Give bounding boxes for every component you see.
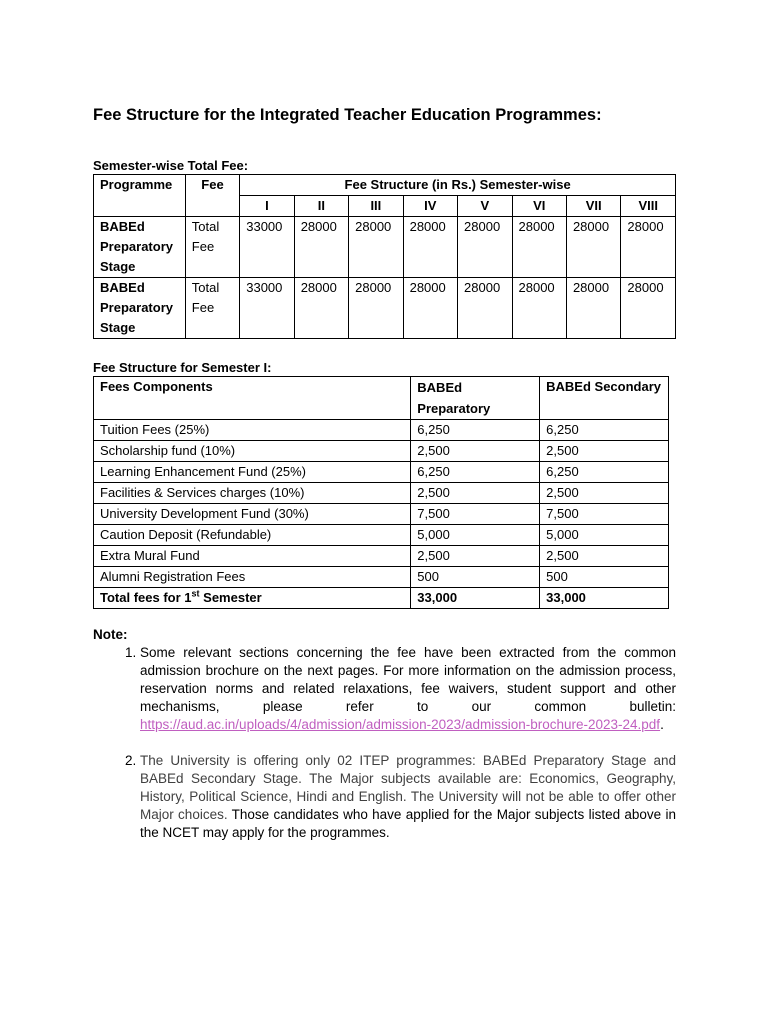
semester-header: VI: [512, 196, 566, 217]
semester-table-caption: Semester-wise Total Fee:: [93, 158, 249, 173]
semester-header: V: [458, 196, 512, 217]
header-semester-span: Fee Structure (in Rs.) Semester-wise: [240, 175, 676, 196]
table-row: [94, 441, 669, 462]
header-prep: BABEd Preparatory: [411, 377, 540, 420]
value-cell: 28000: [621, 217, 676, 278]
semester-header: II: [294, 196, 348, 217]
note2-text: Those candidates who have applied for the Major subjects listed above in the NCET may apply for the programmes.: [140, 807, 676, 840]
prep-value: 2,500: [411, 483, 540, 504]
component-name: Caution Deposit (Refundable): [94, 525, 411, 546]
total-label-prefix: Total fees for 1: [100, 590, 192, 605]
component-name: Facilities & Services charges (10%): [94, 483, 411, 504]
total-label-sup: st: [191, 588, 200, 599]
value-cell: 28000: [349, 278, 403, 339]
header-sec: BABEd Secondary: [540, 377, 669, 420]
table-row: [94, 567, 669, 588]
note-item-1: [140, 644, 676, 734]
total-prep: 33,000: [411, 588, 540, 609]
fee-line: Fee: [191, 300, 215, 315]
programme-line: BABEd: [100, 219, 145, 234]
value-cell: 28000: [458, 278, 512, 339]
component-name: University Development Fund (30%): [94, 504, 411, 525]
value-cell: 28000: [403, 278, 457, 339]
value-cell: 28000: [512, 217, 566, 278]
sec-value: 5,000: [540, 525, 669, 546]
programme-cell: [94, 278, 186, 339]
value-cell: 28000: [458, 217, 512, 278]
component-table-caption: Fee Structure for Semester I:: [93, 360, 272, 375]
fee-line: Total: [191, 219, 220, 234]
prep-value: 500: [411, 567, 540, 588]
value-cell: 33000: [240, 217, 294, 278]
semester-header: VIII: [621, 196, 676, 217]
notes-heading: Note:: [93, 627, 128, 642]
programme-cell: [94, 217, 186, 278]
programme-line: BABEd: [100, 280, 145, 295]
programme-line: Preparatory: [100, 239, 173, 254]
prep-value: 5,000: [411, 525, 540, 546]
value-cell: 28000: [294, 217, 348, 278]
table-row: [94, 483, 669, 504]
programme-line: Preparatory: [100, 300, 173, 315]
sec-value: 500: [540, 567, 669, 588]
fee-line: Total: [191, 280, 220, 295]
sec-value: 6,250: [540, 420, 669, 441]
table-row: [94, 504, 669, 525]
prep-value: 6,250: [411, 462, 540, 483]
component-name: Extra Mural Fund: [94, 546, 411, 567]
table-row: [94, 420, 669, 441]
total-label: [94, 588, 411, 609]
programme-line: Stage: [100, 259, 136, 274]
programme-line: Stage: [100, 320, 136, 335]
sec-value: 2,500: [540, 546, 669, 567]
header-components: Fees Components: [94, 377, 411, 420]
fee-cell: [185, 278, 239, 339]
table-row: [94, 278, 676, 339]
component-name: Alumni Registration Fees: [94, 567, 411, 588]
value-cell: 28000: [349, 217, 403, 278]
semester-header: III: [349, 196, 403, 217]
value-cell: 33000: [240, 278, 294, 339]
sec-value: 2,500: [540, 441, 669, 462]
note2-text-grey: The University is offering only 02 ITEP programmes: BABEd Preparatory Stage and BABEd Secondary Stage. The Major subjects available are: Economics, Geography, History, Political Science, Hindi and English. The University will not be able to offer other Major choices.: [140, 753, 676, 822]
table-row: [94, 462, 669, 483]
table-header-row: [94, 377, 669, 420]
total-label-suffix: Semester: [199, 590, 262, 605]
value-cell: 28000: [566, 217, 620, 278]
sec-value: 7,500: [540, 504, 669, 525]
sec-value: 6,250: [540, 462, 669, 483]
note1-end: .: [660, 717, 664, 732]
table-row: [94, 546, 669, 567]
notes-list: [93, 644, 676, 842]
value-cell: 28000: [621, 278, 676, 339]
header-programme: Programme: [94, 175, 186, 217]
prep-value: 6,250: [411, 420, 540, 441]
value-cell: 28000: [566, 278, 620, 339]
value-cell: 28000: [294, 278, 348, 339]
prep-value: 2,500: [411, 441, 540, 462]
semester-one-fee-table: [93, 376, 669, 609]
component-name: Learning Enhancement Fund (25%): [94, 462, 411, 483]
fee-cell: [185, 217, 239, 278]
component-name: Scholarship fund (10%): [94, 441, 411, 462]
value-cell: 28000: [512, 278, 566, 339]
total-row: [94, 588, 669, 609]
semester-header: VII: [566, 196, 620, 217]
semester-fee-table: [93, 174, 676, 339]
brochure-link[interactable]: https://aud.ac.in/uploads/4/admission/admission-2023/admission-brochure-2023-24.pdf: [140, 717, 661, 732]
prep-value: 2,500: [411, 546, 540, 567]
semester-header: I: [240, 196, 294, 217]
note-item-2: [140, 752, 676, 842]
table-row: [94, 525, 669, 546]
note1-text: Some relevant sections concerning the fee have been extracted from the common admission brochure on the next pages. For more information on the admission process, reservation norms and related relaxations, fee waivers, student support and other mechanisms, please refer to our common bulletin:: [140, 645, 676, 714]
table-row: [94, 217, 676, 278]
prep-value: 7,500: [411, 504, 540, 525]
component-name: Tuition Fees (25%): [94, 420, 411, 441]
sec-value: 2,500: [540, 483, 669, 504]
fee-line: Fee: [191, 239, 215, 254]
semester-header: IV: [403, 196, 457, 217]
total-sec: 33,000: [540, 588, 669, 609]
page-title: Fee Structure for the Integrated Teacher Education Programmes:: [93, 106, 602, 124]
value-cell: 28000: [403, 217, 457, 278]
header-fee: Fee: [185, 175, 239, 217]
